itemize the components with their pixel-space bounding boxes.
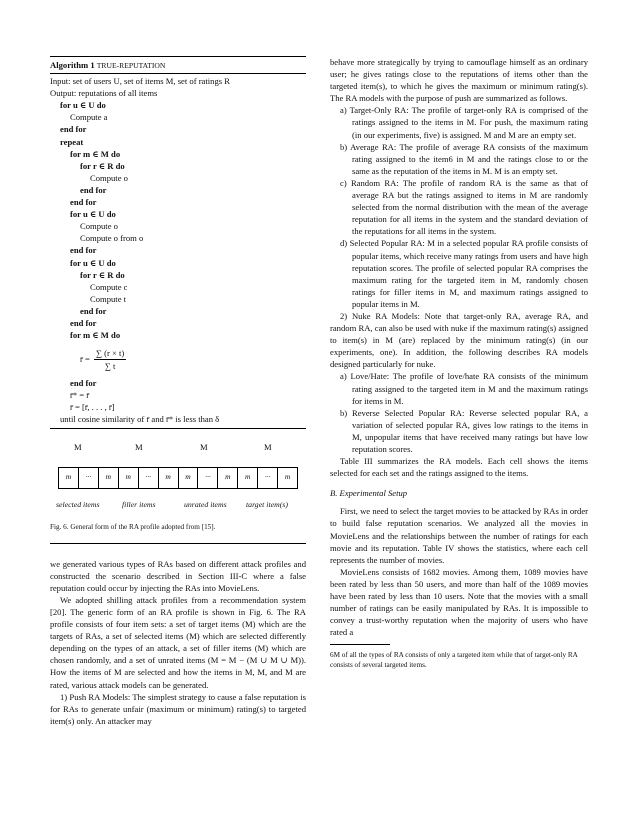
algorithm-line: Compute o (90, 172, 128, 183)
algorithm-line: end for (70, 317, 97, 328)
profile-cell: m (179, 468, 199, 488)
algorithm-line: end for (60, 124, 87, 135)
profile-cell: m (119, 468, 139, 488)
profile-cell: m (59, 468, 79, 488)
formula-denominator: ∑ t (104, 360, 116, 371)
algorithm-line: for u ∈ U do (70, 209, 116, 220)
algorithm-bottom-rule (50, 428, 306, 429)
paragraph: We adopted shilling attack profiles from a recommendation system [20]. The generic form of an RA profile is shown in Fig. 6. The RA profile consists of four item sets: a set of target items (M) which are the targets of RAs, a set of selected items (M) which are selected differently depending on the types of an attack, a set of filler items (M) which are chosen randomly, and a set of unrated items (M = M − (M ∪ M ∪ M)). How the items of M are selected and how the items in M, M, and M are rated, various attack models can be generated. (50, 594, 306, 690)
label-selected-items: selected items (56, 499, 100, 509)
section-heading: B. Experimental Setup (330, 488, 408, 499)
formula-lhs: r̄ = (80, 354, 90, 365)
algorithm-line: r̄* = r̄ (70, 390, 90, 401)
algorithm-name: TRUE-REPUTATION (96, 61, 166, 70)
profile-cell: ··· (79, 468, 99, 488)
footnote-rule (330, 644, 390, 645)
figure-ra-profile (50, 441, 306, 519)
algorithm-line: for u ∈ U do (60, 100, 106, 111)
algorithm-line: for u ∈ U do (70, 257, 116, 268)
profile-cell: m (284, 472, 291, 482)
list-item: c) Random RA: The profile of random RA is the same as that of average RA but the ratings assigned to items in M are randomly selected from the normal distribution with the mean of the average reputation for all items in the system and the standard deviation of the reputations for all items in the system. (340, 177, 588, 237)
figure-bottom-rule (50, 543, 306, 544)
right-column (330, 56, 588, 671)
algorithm-output: Output: reputations of all items (50, 88, 158, 99)
list-item: b) Average RA: The profile of average RA consists of the maximum rating assigned to the item6 in M and the ratings close to or the same as the reputation of the items in M. M is an empty set. (340, 141, 588, 176)
algorithm-body (50, 74, 306, 427)
set-label-unrated: M (200, 441, 208, 452)
profile-cell: m (99, 468, 119, 488)
set-label-selected: M (74, 441, 82, 452)
algorithm-line: Compute c (90, 281, 128, 292)
set-label-target: M (264, 441, 272, 452)
paragraph: 2) Nuke RA Models: Note that target-only RA, average RA, and random RA, can also be used with nuke if the maximum rating(s) assigned to item(s) in M (are) replaced by the minimum rating(s) (in our experiments, one). In addition, the following describes RA models designed particularly for nuke. (330, 310, 588, 370)
algorithm-line: for r ∈ R do (80, 269, 125, 280)
list-item: d) Selected Popular RA: M in a selected popular RA profile consists of popular items, which receive many ratings from users and have high reputation scores. The profile of selected popular RA comprises the maximum rating for the targeted item in M, randomly chosen ratings for filler items in M, and maximum ratings assigned to popular items in M. (340, 238, 588, 309)
paragraph: MovieLens consists of 1682 movies. Among them, 1089 movies have been rated by less than 50 users, and more than half of the 1089 movies have been rated by less than 10 users. Note that the movies with a small number of ratings can be easily manipulated by RAs. It is impossible to convey a trust-worthy reputation when the majority of users who have rated a (330, 566, 588, 638)
algorithm-line: repeat (60, 136, 84, 147)
left-column (50, 56, 306, 727)
algorithm-line: for m ∈ M do (70, 330, 121, 341)
algorithm-line: for r ∈ R do (80, 160, 125, 171)
paragraph: 1) Push RA Models: The simplest strategy to cause a false reputation is for RAs to generate unfair (maximum or minimum) rating(s) to targeted item(s) only. An attacker may (50, 691, 306, 726)
profile-cell: m (159, 468, 179, 488)
profile-cell: m (218, 468, 238, 488)
algorithm-line: Compute a (70, 112, 108, 123)
list-item: a) Love/Hate: The profile of love/hate RA consists of the minimum rating assigned to the targeted item in M and the maximum ratings for items in M. (340, 371, 588, 406)
algorithm-title (50, 57, 306, 73)
algorithm-tail (50, 377, 306, 425)
profile-cell: ··· (198, 468, 218, 488)
paragraph: we generated various types of RAs based on different attack profiles and constructed the scenario described in Section III-C where a false reputation could occur by injecting the RAs into MovieLens. (50, 558, 306, 593)
profile-cell: ··· (258, 468, 278, 488)
set-label-filler: M (135, 441, 143, 452)
paragraph: First, we need to select the target movies to be attacked by RAs in order to build false reputation scenarios. We analyzed all the movies in MovieLens and the relationships between the number of ratings for each movie and its reputation. Table IV shows the statistics, where each cell represents the number of movies. (330, 506, 588, 565)
algorithm-lines (50, 99, 306, 341)
algorithm-line: until cosine similarity of r̄ and r̄* is less than δ (60, 414, 220, 425)
label-target-items: target item(s) (246, 499, 288, 509)
profile-cell: ··· (139, 468, 159, 488)
algorithm-line: Compute t (90, 293, 127, 304)
algorithm-line: Compute o from o (80, 233, 144, 244)
algorithm-line: end for (70, 245, 97, 256)
footnote: 6M of all the types of RA consists of only a targeted item while that of target-only RA consists of several targeted items. (330, 651, 578, 669)
profile-vector (58, 467, 298, 489)
algorithm-line: r̄ = [r̄, . . . , r̄] (70, 402, 115, 413)
algorithm-line: end for (80, 184, 107, 195)
algorithm-label: Algorithm 1 (50, 60, 95, 70)
label-filler-items: filler items (122, 499, 156, 509)
algorithm-line: end for (70, 197, 97, 208)
list-item: a) Target-Only RA: The profile of target-only RA is comprised of the ratings assigned to the items in M. For push, the maximum rating (in our experiments, five) is assigned. M and M are an empty set. (340, 105, 588, 140)
paragraph: behave more strategically by trying to camouflage himself as an ordinary user; he gives ratings close to the reputations of items other than the targeted item(s), to which he gives the maximum or minimum rating(s). The RA models with the purpose of push are summarized as follows. (330, 57, 588, 104)
formula-numerator: ∑ (r × t) (94, 347, 126, 360)
algorithm-formula (50, 341, 306, 377)
algorithm-line: end for (70, 378, 97, 389)
profile-cell: m (238, 468, 258, 488)
algorithm-input: Input: set of users U, set of items M, set of ratings R (50, 76, 230, 87)
paragraph: Table III summarizes the RA models. Each cell shows the items selected for each set and the ratings assigned to the items. (330, 456, 588, 479)
algorithm-line: for m ∈ M do (70, 148, 121, 159)
figure-caption: Fig. 6. General form of the RA profile adopted from [15]. (50, 522, 216, 531)
list-item: b) Reverse Selected Popular RA: Reverse selected popular RA, a variation of selected popular RA, gives low ratings to the items in M, unpopular items that have received many ratings but have low reputation scores. (340, 407, 588, 454)
algorithm-line: end for (80, 305, 107, 316)
label-unrated-items: unrated items (184, 499, 227, 509)
formula-fraction (94, 347, 126, 372)
algorithm-line: Compute o (80, 221, 118, 232)
